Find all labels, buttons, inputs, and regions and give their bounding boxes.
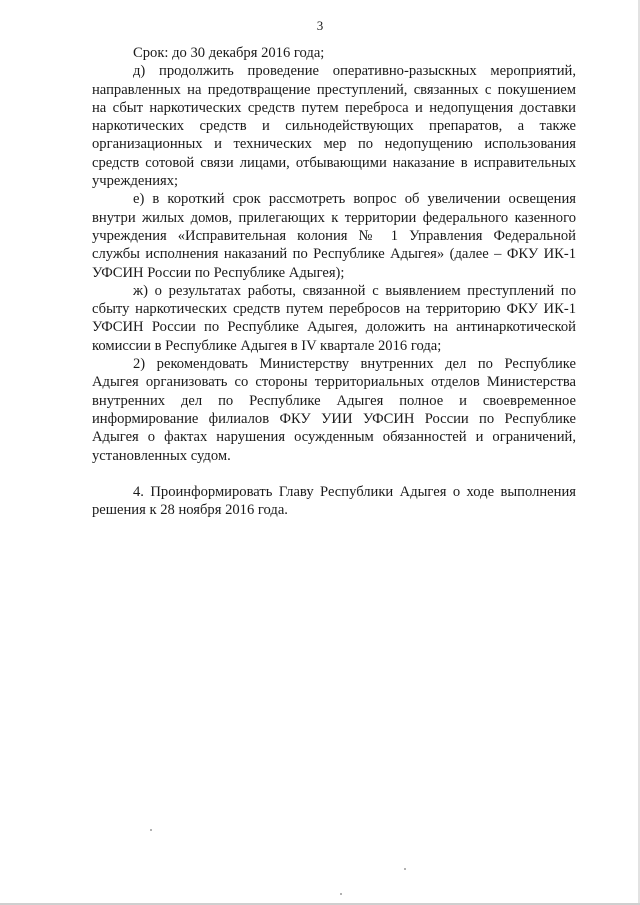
deadline-line: Срок: до 30 декабря 2016 года; [133,45,325,61]
item-4-paragraph: 4. Проинформировать Главу Республики Адыгея о ходе выполнения решения к 28 ноября 2016 года. [92,483,576,519]
item-2-paragraph: 2) рекомендовать Министерству внутренних дел по Республике Адыгея организовать со стороны территориальных отделов Министерства внутренних дел по Республике Адыгея полное и своевременное информирование филиалов ФКУ УИИ УФСИН России по Республике Адыгея о фактах нарушения осужденным обязанностей и ограничений, установленных судом. [92,356,576,464]
item-e-paragraph: е) в короткий срок рассмотреть вопрос об увеличении освещения внутри жилых домов, прилегающих к территории федерального казенного учреждения «Исправительная колония № 1 Управления Федеральной службы исполнения наказаний по Республике Адыгея» (далее – ФКУ ИК-1 УФСИН России по Республике Адыгея); [92,191,576,281]
scan-speck [150,829,152,831]
item-d-paragraph: д) продолжить проведение оперативно-разыскных мероприятий, направленных на предотвращение преступлений, связанных с покушением на сбыт наркотических средств путем переброса и недопущения доставки наркотических средств и сильнодействующих препаратов, а также организационных и технических мер по недопущению использования средств сотовой связи лицами, отбывающими наказание в исправительных учреждениях; [92,63,576,190]
item-zh-paragraph: ж) о результатах работы, связанной с выявлением преступлений по сбыту наркотических средств путем перебросов на территорию ФКУ ИК-1 УФСИН России по Республике Адыгея, доложить на антинаркотической комиссии в Республике Адыгея в IV квартале 2016 года; [92,282,576,354]
scan-speck [340,893,342,895]
document-body [92,44,576,519]
scan-speck [404,868,406,870]
page-number: 3 [316,18,324,33]
